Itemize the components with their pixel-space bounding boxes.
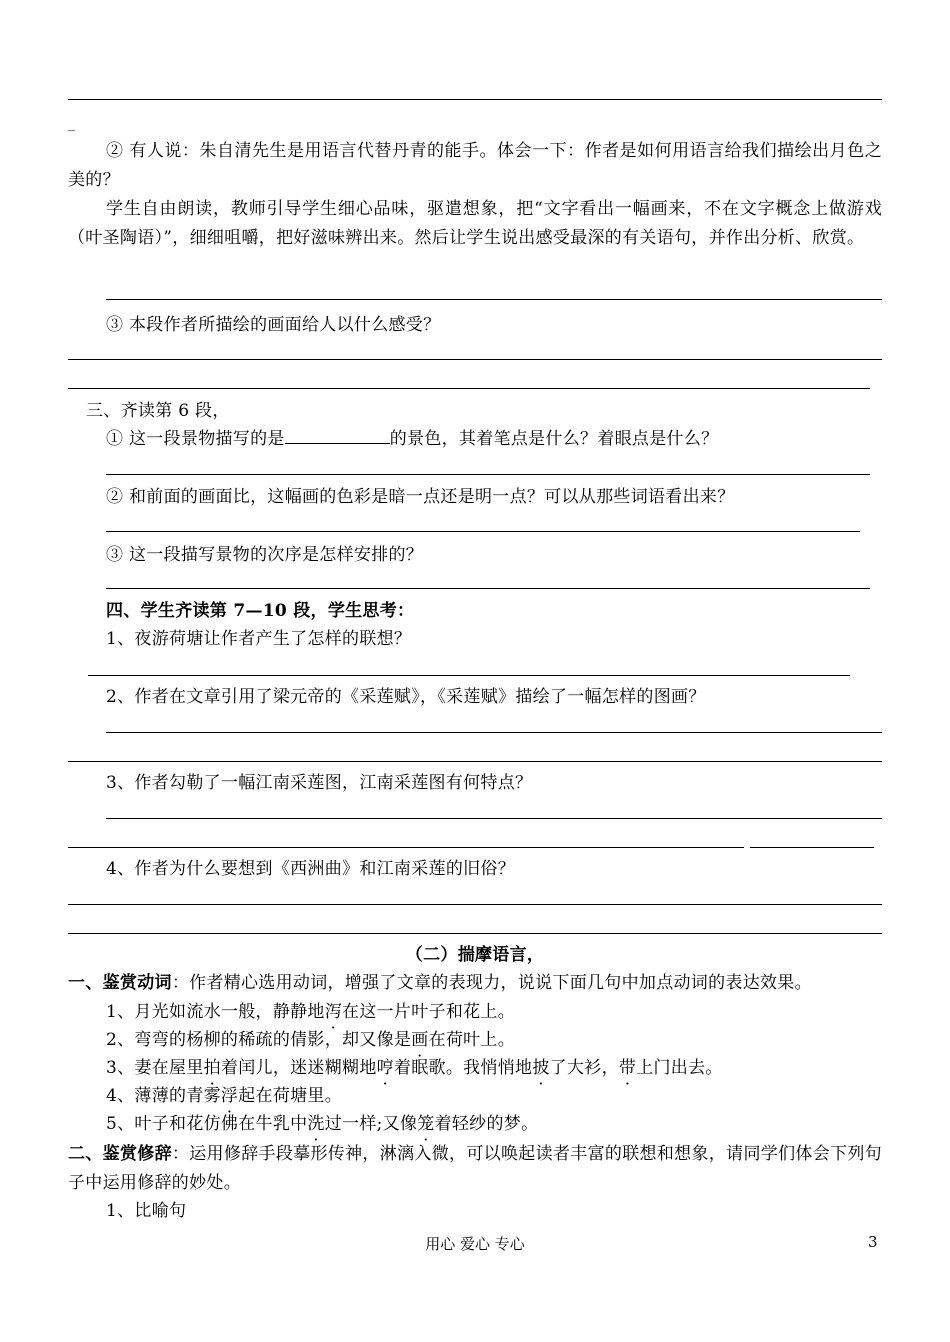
verb-example-5: 5、叶子和花仿佛在牛乳中洗过一样;又像笼着轻纱的梦。 — [106, 1114, 539, 1134]
fill-in-blank[interactable] — [285, 425, 390, 444]
verb-example-3: 3、妻在屋里拍着闰儿，迷迷糊糊地哼着眠歌。我悄悄地披了大衫，带上门出去。 — [106, 1058, 723, 1078]
dotted-verb: 浮 — [220, 1086, 239, 1106]
verb-example-2: 2、弯弯的杨柳的稀疏的倩影，却又像是画在荷叶上。 — [106, 1030, 516, 1050]
dotted-verb: 哼 — [376, 1058, 394, 1078]
verb-example-1: 1、月光如流水一般，静静地泻在这一片叶子和花上。 — [106, 1002, 516, 1022]
question-3: ③ 本段作者所描绘的画面给人以什么感受？ — [106, 315, 441, 335]
answer-line — [106, 732, 882, 733]
answer-line — [68, 761, 882, 762]
s4-question-4: 4、作者为什么要想到《西洲曲》和江南采莲的旧俗？ — [106, 859, 516, 879]
dotted-verb: 拍 — [203, 1058, 221, 1078]
answer-line — [106, 531, 860, 532]
s4-question-2: 2、作者在文章引用了梁元帝的《采莲赋》，《采莲赋》描绘了一幅怎样的图画？ — [106, 687, 706, 707]
answer-line — [68, 933, 882, 934]
answer-line — [750, 847, 874, 848]
stray-mark: _ — [68, 116, 75, 132]
answer-line — [68, 847, 744, 848]
section-4-heading: 四、学生齐读第 7—10 段，学生思考： — [106, 601, 415, 621]
answer-line — [68, 904, 882, 905]
answer-line — [88, 675, 850, 676]
question-2-paragraph: ② 有人说：朱自清先生是用语言代替丹青的能手。体会一下：作者是如何用语言给我们描绘出月色之美的？ — [68, 141, 882, 190]
s4-question-3: 3、作者勾勒了一幅江南采莲图，江南采莲图有何特点？ — [106, 773, 533, 793]
verb-section-intro: 一、鉴赏动词：作者精心选用动词，增强了文章的表现力，说说下面几句中加点动词的表达效果。 — [68, 973, 812, 993]
answer-line — [68, 388, 870, 389]
dotted-verb: 泻 — [324, 1002, 343, 1022]
rhetoric-item-1: 1、比喻句 — [106, 1201, 187, 1221]
dotted-verb: 披 — [532, 1058, 550, 1078]
dotted-verb: 笼 — [417, 1114, 435, 1134]
s4-question-1: 1、夜游荷塘让作者产生了怎样的联想？ — [106, 629, 412, 649]
verb-example-4: 4、薄薄的青雾浮起在荷塘里。 — [106, 1086, 343, 1106]
rhetoric-section-label: 二、鉴赏修辞 — [68, 1144, 172, 1164]
dotted-verb: 带 — [618, 1058, 637, 1078]
page-number: 3 — [868, 1233, 878, 1251]
rhetoric-section-intro: 二、鉴赏修辞：运用修辞手段摹形传神，淋漓入微，可以唤起读者丰富的联想和想象，请同学们体会下列句子中运用修辞的妙处。 — [68, 1144, 882, 1193]
header-rule — [68, 99, 882, 100]
dotted-verb: 洗 — [307, 1114, 325, 1134]
answer-line — [106, 588, 870, 589]
s3-question-3: ③ 这一段描写景物的次序是怎样安排的？ — [106, 545, 424, 565]
answer-line — [106, 299, 882, 300]
heading-language: （二）揣摩语言， — [405, 945, 545, 965]
s3-question-1: ① 这一段景物描写的是 的景色，其着笔点是什么？着眼点是什么？ — [106, 425, 882, 453]
answer-line — [106, 818, 882, 819]
s3-question-2: ② 和前面的画面比，这幅画的色彩是暗一点还是明一点？可以从那些词语看出来？ — [106, 487, 735, 507]
instruction-paragraph: 学生自由朗读，教师引导学生细心品味，驱遣想象，把“文字看出一幅画来，不在文字概念上做游戏（叶圣陶语）”，细细咀嚼，把好滋味辨出来。然后让学生说出感受最深的有关语句，并作出分析、欣赏。 — [68, 199, 882, 248]
dotted-verb: 画 — [411, 1030, 429, 1050]
section-3-heading: 三、齐读第 6 段， — [86, 401, 230, 421]
answer-line — [106, 474, 870, 475]
page-footer: 用心 爱心 专心 — [425, 1235, 525, 1253]
answer-line — [68, 359, 882, 360]
verb-section-label: 一、鉴赏动词 — [68, 973, 172, 993]
